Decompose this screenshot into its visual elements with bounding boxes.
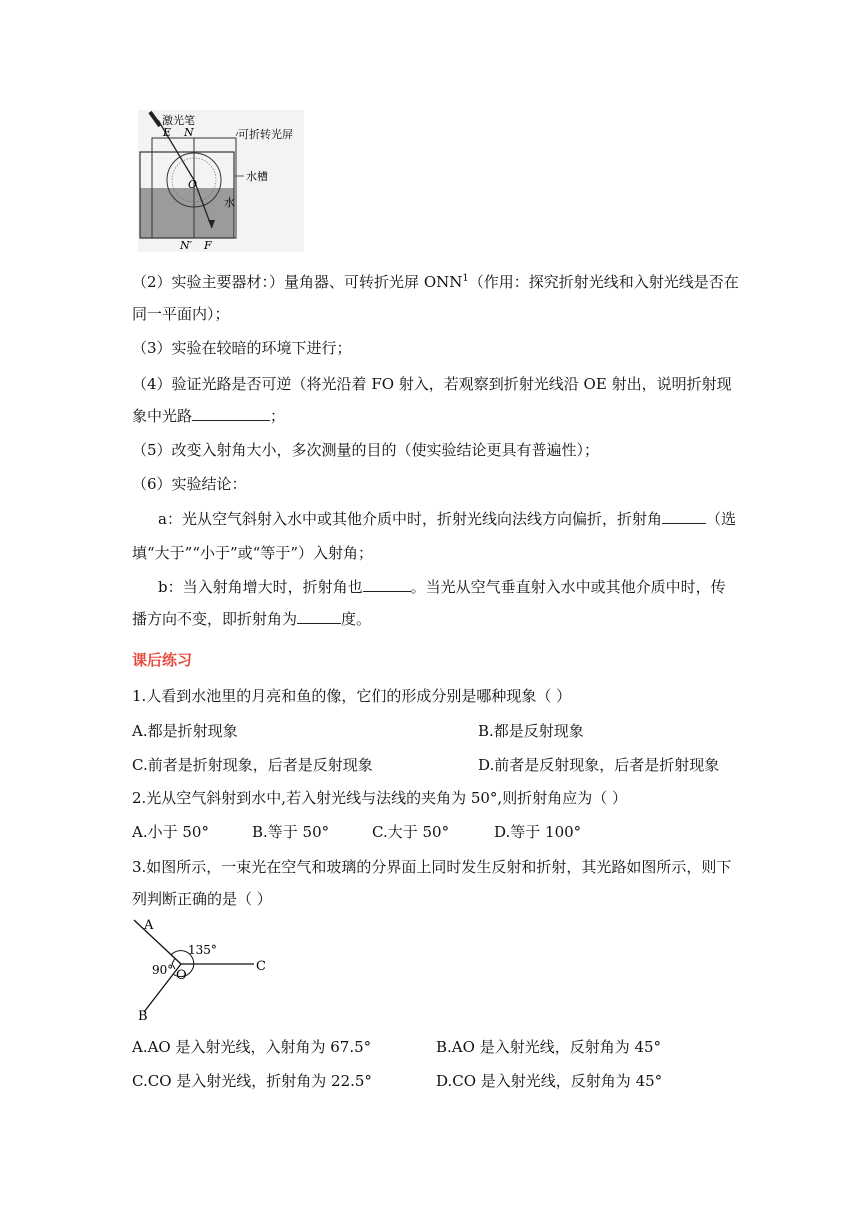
water-label: 水 [224,196,235,209]
label-N: N [184,126,194,139]
conclusion-a-line: a：光从空气斜射入水中或其他介质中时，折射光线向法线方向偏折，折射角 （选 [158,510,736,528]
conclusion-b-line-cont: 播方向不变，即折射角为 度。 [132,610,372,628]
label-N-prime: N′ [180,239,193,252]
answer-blank[interactable] [363,577,411,592]
q1-option-b[interactable]: B.都是反射现象 [478,722,584,740]
q3-option-c[interactable]: C.CO 是入射光线，折射角为 22.5° [132,1072,372,1090]
step-2-line: （2）实验主要器材：）量角器、可转折光屏 ONN$^1$（作用：探究折射光线和入射光线是否在 [132,273,739,291]
label-O: O [176,968,187,983]
q2-option-b[interactable]: B.等于 50° [252,823,330,841]
label-E: E [163,126,172,139]
conclusion-b-line: b：当入射角增大时，折射角也 。当光从空气垂直射入水中或其他介质中时，传 [158,578,726,596]
q1-option-c[interactable]: C.前者是折射现象，后者是反射现象 [132,756,373,774]
step-4-line-cont: 象中光路 ； [132,407,286,425]
q3-option-b[interactable]: B.AO 是入射光线，反射角为 45° [436,1038,662,1056]
refraction-apparatus-figure [138,110,304,252]
angle-135-label: 135° [188,943,217,957]
step-5-line: （5）改变入射角大小，多次测量的目的（使实验结论更具有普遍性）； [132,441,600,459]
answer-blank[interactable] [662,509,706,524]
water-region [140,188,234,238]
ray-AO [134,920,181,964]
label-C: C [256,959,266,974]
label-A: A [144,918,154,933]
screen-label: 可折转光屏 [238,128,293,141]
label-B: B [138,1009,148,1024]
conclusion-a-line-cont: 填“大于”“小于”或“等于”）入射角； [132,544,374,562]
q2-option-c[interactable]: C.大于 50° [372,823,450,841]
section-title: 课后练习 [132,651,193,669]
q3-stem: 3.如图所示，一束光在空气和玻璃的分界面上同时发生反射和折射，其光路如图所示，则下 [132,858,732,876]
label-F: F [204,239,212,252]
q1-stem: 1.人看到水池里的月亮和鱼的像，它们的形成分别是哪种现象（ ） [132,687,572,705]
q1-option-a[interactable]: A.都是折射现象 [132,722,238,740]
q1-option-d[interactable]: D.前者是反射现象，后者是折射现象 [478,756,720,774]
step-4-line: （4）验证光路是否可逆（将光沿着 FO 射入，若观察到折射光线沿 OE 射出，说明折射现 [132,375,732,393]
tank-label: 水槽 [246,170,268,183]
q2-option-d[interactable]: D.等于 100° [494,823,582,841]
laser-pen-label: 激光笔 [162,114,195,127]
angle-90-label: 90° [152,963,174,977]
answer-blank[interactable] [192,406,270,421]
q3-option-a[interactable]: A.AO 是入射光线，入射角为 67.5° [132,1038,372,1056]
step-2-line-cont: 同一平面内）； [132,305,230,323]
step-3-line: （3）实验在较暗的环境下进行； [132,339,352,357]
q2-stem: 2.光从空气斜射到水中,若入射光线与法线的夹角为 50°,则折射角应为（ ） [132,789,627,807]
q2-option-a[interactable]: A.小于 50° [132,823,209,841]
ray-diagram-figure [128,912,278,1026]
q3-option-d[interactable]: D.CO 是入射光线，反射角为 45° [436,1072,663,1090]
step-6-line: （6）实验结论： [132,475,247,493]
label-O: O [188,178,198,191]
answer-blank[interactable] [297,609,341,624]
q3-stem-cont: 列判断正确的是（ ） [132,890,272,908]
